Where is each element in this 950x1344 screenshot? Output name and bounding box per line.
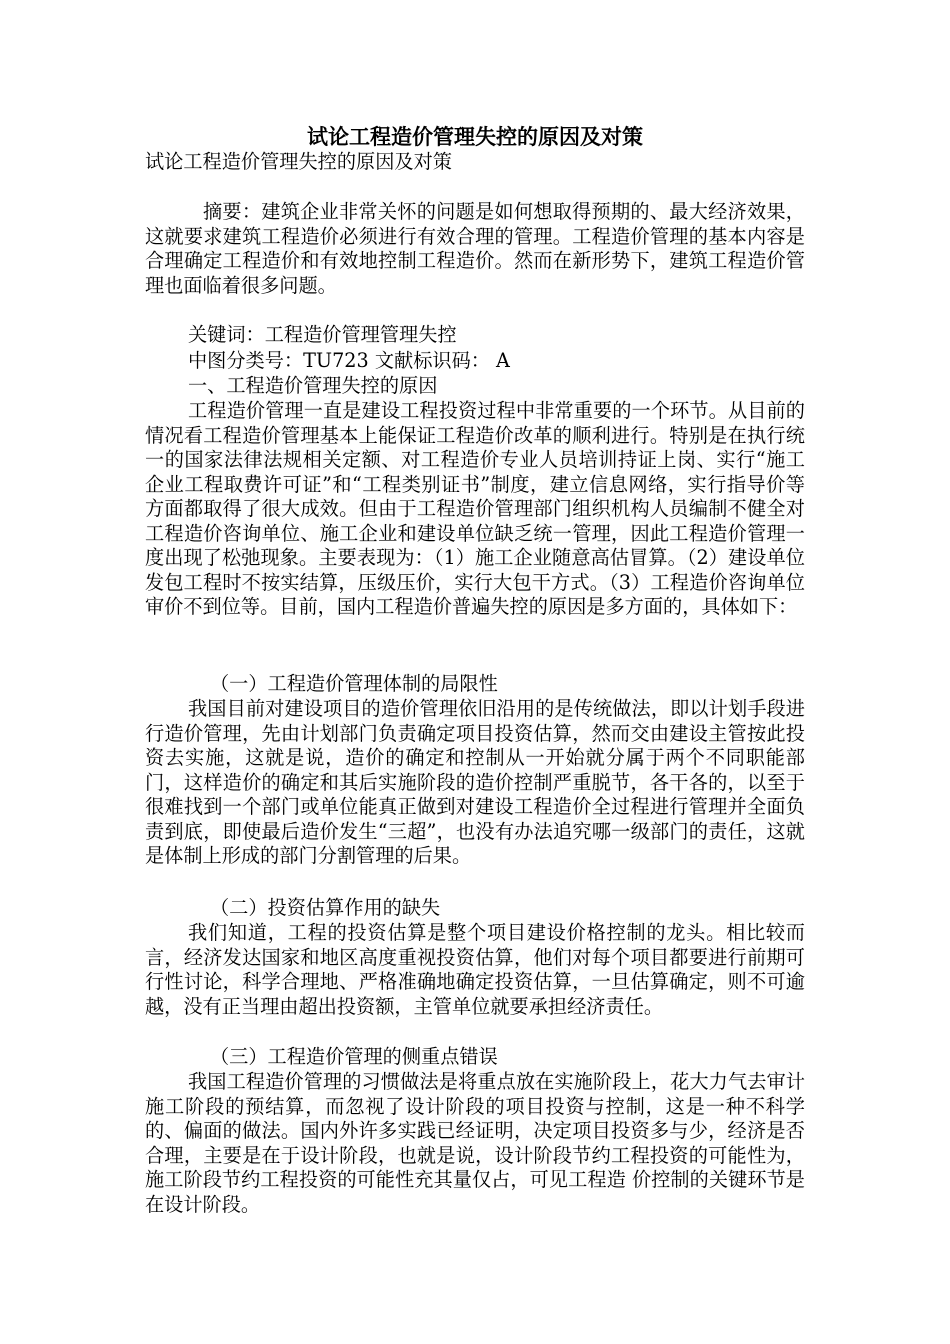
section-heading: 一、工程造价管理失控的原因 [188, 374, 438, 397]
document-title: 试论工程造价管理失控的原因及对策 [307, 125, 643, 149]
subsection-paragraph: 我国目前对建设项目的造价管理依旧沿用的是传统做法，即以计划手段进行造价管理，先由计划部门负责确定项目投资估算，然而交由建设主管按此投资去实施，这就是说，造价的确定和控制从一开始就分属于两个不同职能部门，这样造价的确定和其后实施阶段的造价控制严重脱节，各干各的，以至于很难找到一个部门或单位能真正做到对建设工程造价全过程进行管理并全面负责到底，即使最后造价发生“三超”，也没有办法追究哪一级部门的责任，这就是体制上形成的部门分割管理的后果。 [145, 697, 805, 867]
subsection-heading: （三）工程造价管理的侧重点错误 [210, 1045, 498, 1068]
subsection-paragraph: 我国工程造价管理的习惯做法是将重点放在实施阶段上，花大力气去审计施工阶段的预结算，而忽视了设计阶段的项目投资与控制，这是一种不科学的、偏面的做法。国内外许多实践已经证明，决定项目投资多与少，经济是否合理，主要是在于设计阶段，也就是说，设计阶段节约工程投资的可能性为，施工阶段节约工程投资的可能性充其量仅占，可见工程造 价控制的关键环节是在设计阶段。 [145, 1070, 805, 1216]
abstract-paragraph: 摘要：建筑企业非常关怀的问题是如何想取得预期的、最大经济效果，这就要求建筑工程造价必须进行有效合理的管理。工程造价管理的基本内容是合理确定工程造价和有效地控制工程造价。然而在新形势下，建筑工程造价管理也面临着很多问题。 [145, 200, 805, 297]
subsection-heading: （二）投资估算作用的缺失 [210, 896, 441, 919]
keywords-line: 关键词：工程造价管理管理失控 [188, 323, 457, 346]
subsection-paragraph: 我们知道，工程的投资估算是整个项目建设价格控制的龙头。相比较而言，经济发达国家和地区高度重视投资估算，他们对每个项目都要进行前期可行性讨论，科学合理地、严格准确地确定投资估算，一旦估算确定，则不可逾越，没有正当理由超出投资额，主管单位就要承担经济责任。 [145, 921, 805, 1018]
classification-line: 中图分类号：TU723 文献标识码： A [188, 349, 510, 372]
subsection-heading: （一）工程造价管理体制的局限性 [210, 672, 498, 695]
document-subtitle: 试论工程造价管理失控的原因及对策 [145, 150, 452, 173]
section-paragraph: 工程造价管理一直是建设工程投资过程中非常重要的一个环节。从目前的情况看工程造价管理基本上能保证工程造价改革的顺利进行。特别是在执行统一的国家法律法规相关定额、对工程造价专业人员培训持证上岗、实行“施工企业工程取费许可证”和“工程类别证书”制度，建立信息网络，实行指导价等方面都取得了很大成效。但由于工程造价管理部门组织机构人员编制不健全对工程造价咨询单位、施工企业和建设单位缺乏统一管理，因此工程造价管理一度出现了松弛现象。主要表现为：（1）施工企业随意高估冒算。（2）建设单位发包工程时不按实结算，压级压价，实行大包干方式。（3）工程造价咨询单位审价不到位等。目前，国内工程造价普遍失控的原因是多方面的，具体如下： [145, 399, 805, 618]
